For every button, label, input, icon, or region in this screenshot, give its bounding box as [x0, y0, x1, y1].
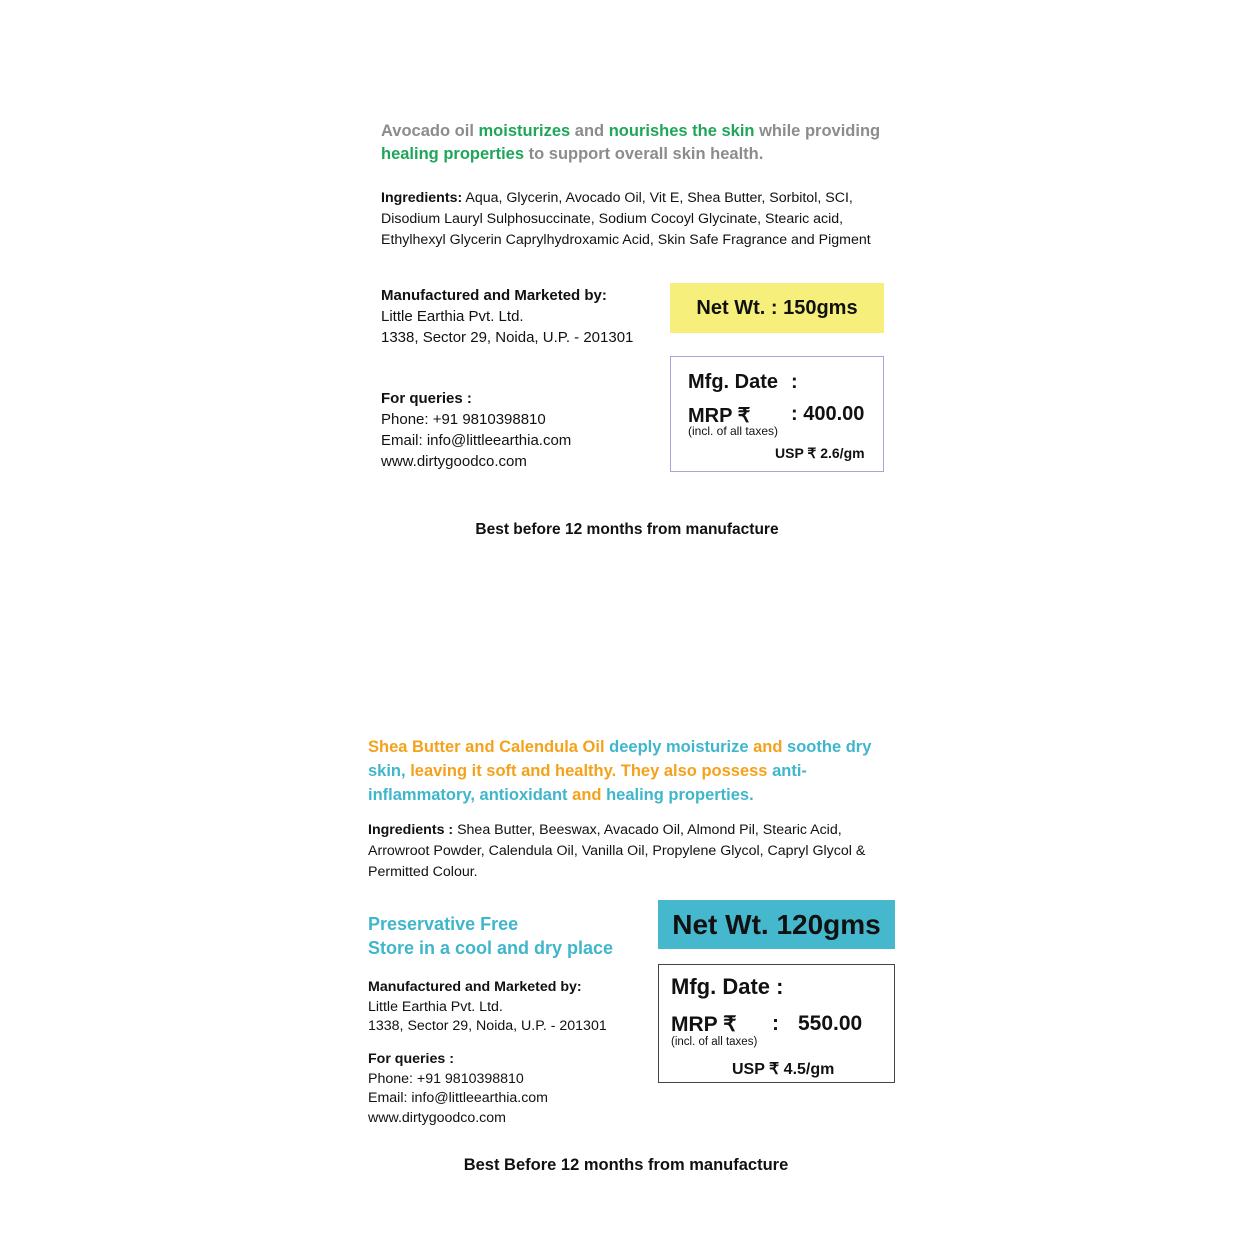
label2-ingredients: [368, 820, 888, 883]
label2-mfg-address: 1338, Sector 29, Noida, U.P. - 201301: [368, 1018, 607, 1034]
label2-store-instructions: Store in a cool and dry place: [368, 938, 614, 958]
label1-intro: [381, 120, 901, 166]
label1-mfg-company: Little Earthia Pvt. Ltd.: [381, 308, 524, 325]
label1-mrp-label: MRP ₹: [688, 405, 751, 427]
label1-ingredients-text: Aqua, Glycerin, Avocado Oil, Vit E, Shea Butter, Sorbitol, SCI, Disodium Lauryl Sulphosuccinate, Sodium Cocoyl Glycinate, Stearic acid, Ethylhexyl Glycerin Caprylhydroxamic Acid, Skin Safe Fragrance and Pigment: [381, 190, 871, 248]
label1-ingredients: [381, 188, 901, 251]
label1-phone: Phone: +91 9810398810: [381, 411, 546, 428]
label1-mfg-date-label: Mfg. Date: [688, 371, 778, 393]
label1-usp: USP ₹ 2.6/gm: [775, 445, 865, 461]
label1-intro-segment: and: [570, 122, 609, 140]
label2-mfg-heading: Manufactured and Marketed by:: [368, 979, 582, 995]
label2-queries: [368, 1050, 648, 1128]
label2-intro-segment: leaving it soft and healthy. They also possess: [410, 762, 773, 780]
label2-mfg-company: Little Earthia Pvt. Ltd.: [368, 998, 503, 1015]
label2-intro-segment: healing properties.: [606, 786, 754, 804]
label1-best-before: Best before 12 months from manufacture: [475, 521, 779, 538]
label2-usp: USP ₹ 4.5/gm: [732, 1061, 835, 1078]
label1-mfg-date-colon: :: [791, 371, 798, 393]
label2-queries-heading: For queries :: [368, 1051, 454, 1067]
label2-price-box: [658, 964, 895, 1083]
label2-preservative-free: Preservative Free: [368, 914, 519, 934]
label1-intro-segment: moisturizes: [478, 122, 571, 140]
label2-manufacturer: [368, 978, 648, 1037]
label1-website: www.dirtygoodco.com: [381, 453, 527, 470]
label1-manufacturer: [381, 285, 671, 348]
label2-intro-segment: anti-inflammatory, antioxidant: [368, 762, 807, 804]
label2-intro-segment: deeply moisturize: [604, 738, 749, 756]
label1-intro-segment: Avocado oil: [381, 122, 479, 140]
label2-storage-notes: [368, 912, 668, 960]
label1-net-weight: Net Wt. : 150gms: [670, 283, 884, 333]
label2-website: www.dirtygoodco.com: [368, 1109, 506, 1126]
label1-mfg-heading: Manufactured and Marketed by:: [381, 287, 607, 304]
label2-best-before: Best Before 12 months from manufacture: [463, 1156, 789, 1174]
label2-ingredients-label: Ingredients :: [368, 822, 454, 838]
label1-email: Email: info@littleearthia.com: [381, 432, 572, 449]
label2-net-weight: Net Wt. 120gms: [658, 900, 895, 949]
label2-email: Email: info@littleearthia.com: [368, 1090, 548, 1106]
label1-intro-segment: nourishes the skin: [608, 122, 755, 140]
label1-mfg-address: 1338, Sector 29, Noida, U.P. - 201301: [381, 329, 634, 346]
label2-intro-segment: Shea Butter and Calendula Oil: [368, 738, 605, 756]
label1-incl-taxes: (incl. of all taxes): [688, 424, 779, 438]
label1-queries-heading: For queries :: [381, 390, 472, 407]
label2-mfg-date-label: Mfg. Date :: [671, 974, 784, 999]
label2-ingredients-text: Shea Butter, Beeswax, Avacado Oil, Almond Pil, Stearic Acid, Arrowroot Powder, Calendula Oil, Vanilla Oil, Propylene Glycol, Capryl Glycol & Permitted Colour.: [368, 822, 866, 880]
label1-intro-segment: to support overall skin health.: [524, 145, 764, 163]
label2-incl-taxes: (incl. of all taxes): [671, 1036, 758, 1048]
label1-mrp-value: : 400.00: [791, 403, 865, 425]
label1-price-box: [670, 356, 884, 472]
label2-mrp-value: 550.00: [798, 1012, 863, 1035]
label2-intro: [368, 735, 908, 807]
label2-intro-segment: and: [567, 786, 607, 804]
label1-intro-segment: while providing: [754, 122, 881, 140]
label2-mrp-label: MRP ₹: [671, 1013, 737, 1036]
label2-phone: Phone: +91 9810398810: [368, 1070, 524, 1087]
label2-intro-segment: and: [748, 738, 788, 756]
label1-intro-segment: healing properties: [381, 145, 525, 163]
label1-queries: [381, 388, 671, 472]
label2-intro-segment: soothe dry skin,: [368, 738, 872, 780]
label2-mrp-colon: :: [772, 1012, 779, 1035]
label1-ingredients-label: Ingredients:: [381, 190, 463, 206]
